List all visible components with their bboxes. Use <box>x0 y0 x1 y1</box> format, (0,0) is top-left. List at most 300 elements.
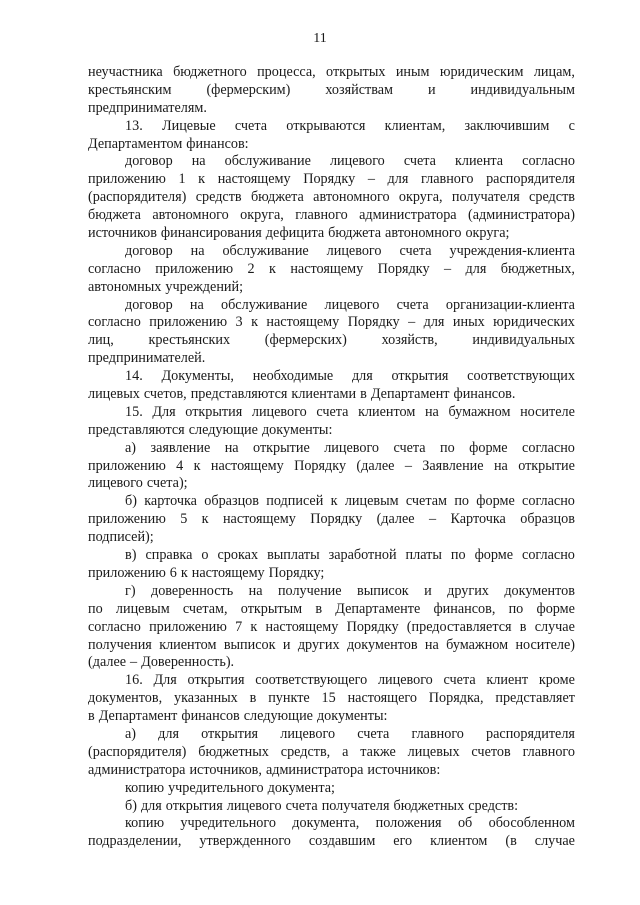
word: к <box>193 457 201 474</box>
text-line <box>88 332 575 350</box>
word: представляет <box>495 690 575 707</box>
word: счета); <box>146 475 188 492</box>
word: создавшим <box>308 833 376 850</box>
word: согласно <box>522 153 575 170</box>
text-line <box>88 798 575 816</box>
word: соответствующих <box>467 368 575 385</box>
word: согласно <box>522 493 575 510</box>
word: 15 <box>321 690 336 707</box>
word: распорядителя <box>486 171 575 188</box>
word: на <box>224 439 239 456</box>
word: (далее <box>376 511 415 528</box>
word: клиентам, <box>384 117 446 134</box>
word: случае <box>534 833 575 850</box>
word: учреждения-клиента <box>449 242 575 259</box>
word: лицевого <box>88 475 143 492</box>
text-line <box>88 118 575 136</box>
word: администратора <box>88 761 186 778</box>
word: выписок <box>223 636 276 653</box>
word: в) <box>125 547 137 564</box>
page-number: 11 <box>313 31 327 46</box>
word: 14. <box>125 368 143 385</box>
text-line <box>88 726 575 744</box>
text-line <box>88 189 575 207</box>
word: 6 <box>169 564 177 581</box>
word: копию <box>125 815 165 832</box>
word: Лицевые <box>162 117 216 134</box>
word: (распорядителя) <box>88 743 187 760</box>
word: с <box>568 117 575 134</box>
word: источников: <box>367 761 441 778</box>
word: клиентом <box>159 636 217 653</box>
word: случае <box>534 618 575 635</box>
word: к <box>201 511 209 528</box>
word: Департаменте <box>335 600 421 617</box>
word: открытия <box>185 403 243 420</box>
word: настоящему <box>191 564 265 581</box>
word: об <box>457 815 473 832</box>
document-body <box>88 64 575 851</box>
word: лицевого <box>377 672 433 689</box>
word: обслуживание <box>222 242 309 259</box>
word: приложению <box>88 457 166 474</box>
word: о <box>201 547 209 564</box>
word: других <box>297 636 340 653</box>
text-line <box>88 762 575 780</box>
word: форме <box>469 439 508 456</box>
word: на <box>248 582 263 599</box>
word: настоящего <box>347 690 417 707</box>
word: бюджета <box>250 189 304 206</box>
word: Порядку <box>377 260 430 277</box>
word: открытия <box>187 672 245 689</box>
word: документы: <box>261 421 333 438</box>
word: настоящему <box>265 618 339 635</box>
word: на <box>191 153 206 170</box>
text-line <box>88 744 575 762</box>
word: автономных <box>88 278 162 295</box>
word: подписей <box>266 493 324 510</box>
word: лицевых <box>407 743 460 760</box>
word: лицевого <box>324 439 380 456</box>
word: следующие <box>243 708 313 725</box>
word: предпринимателям. <box>88 99 207 116</box>
word: дефицита <box>265 225 325 242</box>
text-line <box>88 815 575 833</box>
word: Порядка, <box>428 690 484 707</box>
word: предпринимателей. <box>88 350 206 367</box>
word: в <box>360 386 367 403</box>
word: клиентом <box>430 833 488 850</box>
word: документов <box>346 636 418 653</box>
word: 7 <box>235 618 243 635</box>
word: счета <box>399 242 432 259</box>
word: финансирования <box>160 225 262 242</box>
word: крестьянским <box>88 81 172 98</box>
word: Порядку <box>294 457 347 474</box>
word: соответствующего <box>255 672 368 689</box>
word: 2 <box>247 260 255 277</box>
word: финансов, <box>433 600 496 617</box>
word: юридических <box>493 314 575 331</box>
word: кроме <box>538 672 575 689</box>
word: неучастника <box>88 64 163 80</box>
word: клиентом <box>358 403 416 420</box>
word: приложению <box>88 564 166 581</box>
text-line <box>88 493 575 511</box>
word: бюджетных, <box>500 260 575 277</box>
word: счета <box>285 797 318 814</box>
text-line <box>88 136 575 154</box>
word: клиента <box>454 153 504 170</box>
word: процесса, <box>257 64 316 80</box>
text-line <box>88 601 575 619</box>
word: – <box>130 654 138 671</box>
word: приложению <box>88 171 166 188</box>
word: Порядку <box>310 511 363 528</box>
word: к <box>330 493 338 510</box>
word: других <box>447 582 489 599</box>
word: бюджетного <box>173 64 247 80</box>
word: (далее <box>356 457 395 474</box>
word: по <box>508 600 524 617</box>
word: для <box>465 260 487 277</box>
word: лицам, <box>533 64 575 80</box>
word: учреждений; <box>165 278 244 295</box>
word: б) <box>125 797 137 814</box>
word: и <box>282 636 291 653</box>
word: согласно <box>522 547 575 564</box>
word: открытия <box>391 368 449 385</box>
word: автономного <box>313 189 390 206</box>
word: счета <box>234 117 268 134</box>
word: в <box>519 618 527 635</box>
word: настоящему <box>210 457 284 474</box>
word: по <box>440 439 455 456</box>
word: на <box>190 242 205 259</box>
word: документы: <box>316 708 388 725</box>
word: 15. <box>125 403 143 420</box>
word: указанных <box>174 690 238 707</box>
word: главного <box>295 207 348 224</box>
word: 3 <box>235 314 243 331</box>
word: бюджета <box>328 225 382 242</box>
word: Порядку; <box>268 564 325 581</box>
word: приложению <box>88 511 166 528</box>
word: (распорядителя) <box>88 189 187 206</box>
word: открытие <box>518 457 575 474</box>
word: открытым <box>240 600 303 617</box>
word: документов, <box>88 690 163 707</box>
word: Документы, <box>161 368 234 385</box>
word: финансов <box>181 708 240 725</box>
word: в <box>249 690 257 707</box>
word: подразделении, <box>88 833 182 850</box>
word: учредительного <box>168 779 264 796</box>
word: договор <box>125 296 173 313</box>
word: форме <box>474 547 514 564</box>
text-line <box>88 82 575 100</box>
word: для <box>351 368 373 385</box>
word: получение <box>277 582 342 599</box>
word: приложению <box>149 618 227 635</box>
word: справка <box>145 547 193 564</box>
word: лицевого <box>251 403 307 420</box>
word: согласно <box>522 439 575 456</box>
word: счетов <box>471 743 511 760</box>
word: счета <box>396 296 429 313</box>
word: лицевым <box>344 493 399 510</box>
text-line <box>88 297 575 315</box>
word: – <box>429 511 437 528</box>
text-line <box>88 386 575 404</box>
word: форме <box>476 493 515 510</box>
word: Заявление <box>422 457 484 474</box>
text-line <box>88 314 575 332</box>
word: Доверенность). <box>141 654 235 671</box>
text-line <box>88 243 575 261</box>
word: счета <box>443 672 476 689</box>
word: лицевого <box>280 725 336 742</box>
word: к <box>198 171 206 188</box>
word: распорядителя <box>486 725 575 742</box>
text-line <box>88 153 575 171</box>
word: юридическим <box>439 64 524 80</box>
word: носителе <box>520 403 575 420</box>
word: автономного <box>385 225 462 242</box>
word: образцов <box>520 511 575 528</box>
word: счета <box>403 153 436 170</box>
word: настоящему <box>266 314 340 331</box>
text-line <box>88 833 575 851</box>
word: автономного <box>152 207 229 224</box>
word: для <box>158 725 179 742</box>
word: также <box>360 743 396 760</box>
word: по <box>450 547 466 564</box>
word: выписок <box>357 582 409 599</box>
word: подписей); <box>88 529 154 546</box>
word: для <box>387 171 409 188</box>
text-line <box>88 619 575 637</box>
word: а) <box>125 725 137 742</box>
word: администратора <box>265 761 364 778</box>
word: Порядку <box>303 171 356 188</box>
word: 16. <box>125 672 143 689</box>
word: в <box>315 600 323 617</box>
word: представляются <box>88 421 185 438</box>
word: хозяйствам <box>325 81 393 98</box>
word: представляются <box>190 386 288 403</box>
word: индивидуальных <box>472 332 575 349</box>
word: платы <box>405 547 442 564</box>
text-line <box>88 404 575 422</box>
word: получателя <box>321 797 390 814</box>
word: главного <box>411 725 464 742</box>
word: счета <box>393 439 426 456</box>
text-line <box>88 207 575 225</box>
word: форме <box>536 600 575 617</box>
word: администратора <box>359 207 457 224</box>
word: открытие <box>253 439 310 456</box>
word: приложению <box>155 260 234 277</box>
word: лицевого <box>329 153 385 170</box>
text-line <box>88 547 575 565</box>
word: (фермерским) <box>206 81 291 98</box>
word: утвержденного <box>199 833 291 850</box>
word: настоящему <box>290 260 364 277</box>
word: заявление <box>150 439 211 456</box>
word: его <box>393 833 413 850</box>
word: лицевого <box>326 242 382 259</box>
text-line <box>88 350 575 368</box>
word: (далее <box>88 654 127 671</box>
word: настоящему <box>217 171 291 188</box>
word: открываются <box>286 117 366 134</box>
word: округа, <box>398 189 443 206</box>
text-line <box>88 708 575 726</box>
word: для <box>140 797 162 814</box>
word: получения <box>88 636 152 653</box>
word: необходимые <box>252 368 334 385</box>
word: иным <box>395 64 430 80</box>
word: источников <box>88 225 157 242</box>
word: – <box>404 457 412 474</box>
word: финансов. <box>453 386 516 403</box>
text-line <box>88 171 575 189</box>
word: настоящему <box>222 511 296 528</box>
word: карточка <box>144 493 197 510</box>
word: бумажном <box>446 636 509 653</box>
word: бюджетных <box>393 797 465 814</box>
word: б) <box>125 493 137 510</box>
word: и <box>424 582 432 599</box>
word: 4 <box>176 457 184 474</box>
word: бумажном <box>448 403 511 420</box>
word: пункте <box>268 690 310 707</box>
word: источников, <box>189 761 262 778</box>
word: выплаты <box>267 547 320 564</box>
word: документа; <box>267 779 335 796</box>
word: на <box>424 636 439 653</box>
word: доверенность <box>150 582 234 599</box>
word: обслуживание <box>221 296 308 313</box>
word: 13. <box>125 117 143 134</box>
word: заработной <box>328 547 397 564</box>
word: Для <box>153 672 177 689</box>
word: индивидуальным <box>470 81 575 98</box>
word: согласно <box>88 618 141 635</box>
word: Департамент <box>98 708 178 725</box>
word: договор <box>125 242 173 259</box>
text-line <box>88 100 575 118</box>
word: средств, <box>280 743 331 760</box>
word: обслуживание <box>224 153 311 170</box>
word: г) <box>125 582 136 599</box>
word: Порядку <box>347 314 400 331</box>
text-line <box>88 529 575 547</box>
word: открытия <box>201 725 259 742</box>
word: (администратора) <box>468 207 575 224</box>
word: лиц, <box>88 332 114 349</box>
word: а <box>342 743 349 760</box>
word: документов <box>504 582 575 599</box>
text-line <box>88 654 575 672</box>
word: учредительного <box>180 815 276 832</box>
text-line <box>88 422 575 440</box>
word: 5 <box>180 511 188 528</box>
word: следующие <box>188 421 258 438</box>
text-line <box>88 279 575 297</box>
word: средств <box>529 189 575 206</box>
word: бюджета <box>88 207 141 224</box>
word: счетам <box>405 493 448 510</box>
word: обособленном <box>488 815 575 832</box>
word: (в <box>505 833 517 850</box>
word: (предоставляется <box>406 618 512 635</box>
word: положения <box>375 815 442 832</box>
word: клиентами <box>291 386 357 403</box>
word: приложению <box>149 314 228 331</box>
text-line <box>88 368 575 386</box>
text-line <box>88 780 575 798</box>
word: средств: <box>468 797 519 814</box>
word: главного <box>522 743 575 760</box>
word: Департамент <box>370 386 450 403</box>
word: и <box>427 81 436 98</box>
text-line <box>88 261 575 279</box>
word: для <box>423 314 445 331</box>
text-line <box>88 440 575 458</box>
text-line <box>88 225 575 243</box>
word: счетам, <box>182 600 228 617</box>
word: счета <box>357 725 390 742</box>
word: лицевого <box>226 797 282 814</box>
word: – <box>408 314 416 331</box>
word: открытия <box>165 797 223 814</box>
word: на <box>493 457 508 474</box>
text-line <box>88 458 575 476</box>
word: (фермерских) <box>264 332 347 349</box>
word: на <box>189 296 204 313</box>
word: Департаментом <box>88 135 183 152</box>
word: лицевых <box>88 386 140 403</box>
word: округа; <box>465 225 510 242</box>
word: а) <box>125 439 137 456</box>
text-line <box>88 511 575 529</box>
text-line <box>88 637 575 655</box>
word: клиент <box>486 672 529 689</box>
word: иных <box>452 314 485 331</box>
word: носителе) <box>515 636 575 653</box>
text-line <box>88 672 575 690</box>
word: организации-клиента <box>445 296 575 313</box>
word: счета <box>316 403 349 420</box>
word: копию <box>125 779 165 796</box>
word: – <box>444 260 452 277</box>
word: открытых <box>326 64 386 80</box>
word: округа, <box>240 207 284 224</box>
word: – <box>367 171 375 188</box>
word: согласно <box>88 260 141 277</box>
text-line <box>88 690 575 708</box>
word: договор <box>125 153 173 170</box>
word: крестьянских <box>148 332 231 349</box>
word: лицевого <box>324 296 380 313</box>
word: к <box>251 314 258 331</box>
word: к <box>269 260 276 277</box>
word: средств <box>195 189 242 206</box>
word: Для <box>152 403 176 420</box>
